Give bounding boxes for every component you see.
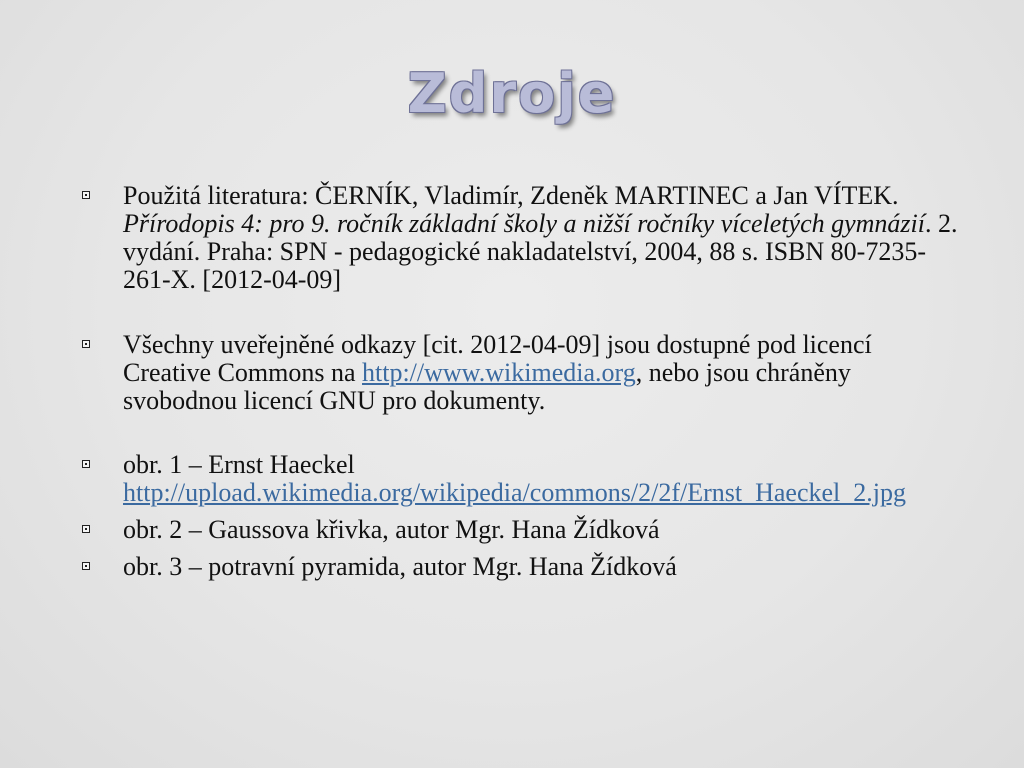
source-text: . 2. vydání. Praha: SPN - pedagogické nakladatelství, 2004, 88 s. ISBN 80-7235-261-X. [2012-04-09] — [123, 209, 958, 294]
list-item — [78, 451, 958, 507]
book-title: Přírodopis 4: pro 9. ročník základní školy a nižší ročníky víceletých gymnázií — [123, 209, 925, 238]
list-item — [78, 182, 958, 294]
source-text: Všechny uveřejněné odkazy [cit. 2012-04-09] jsou dostupné pod licencí Creative Commons na — [123, 330, 872, 387]
haeckel-image-link[interactable]: http://upload.wikimedia.org/wikipedia/commons/2/2f/Ernst_Haeckel_2.jpg — [123, 478, 906, 507]
square-bullet-icon — [82, 460, 90, 468]
source-text: , nebo jsou chráněny svobodnou licencí GNU pro dokumenty. — [123, 358, 851, 415]
square-bullet-icon — [82, 191, 90, 199]
square-bullet-icon — [82, 340, 90, 348]
source-text: obr. 2 – Gaussova křivka, autor Mgr. Hana Žídková — [123, 515, 660, 544]
list-item — [78, 331, 958, 415]
sources-list — [78, 182, 958, 581]
slide-title: Zdroje — [407, 62, 617, 125]
source-text: Použitá literatura: ČERNÍK, Vladimír, Zdeněk MARTINEC a Jan VÍTEK. — [123, 181, 899, 210]
square-bullet-icon — [82, 562, 90, 570]
square-bullet-icon — [82, 525, 90, 533]
source-text: obr. 3 – potravní pyramida, autor Mgr. Hana Žídková — [123, 552, 677, 581]
list-item — [78, 516, 958, 544]
source-text: obr. 1 – Ernst Haeckel — [123, 450, 355, 479]
wikimedia-link[interactable]: http://www.wikimedia.org — [362, 358, 636, 387]
list-item — [78, 553, 958, 581]
